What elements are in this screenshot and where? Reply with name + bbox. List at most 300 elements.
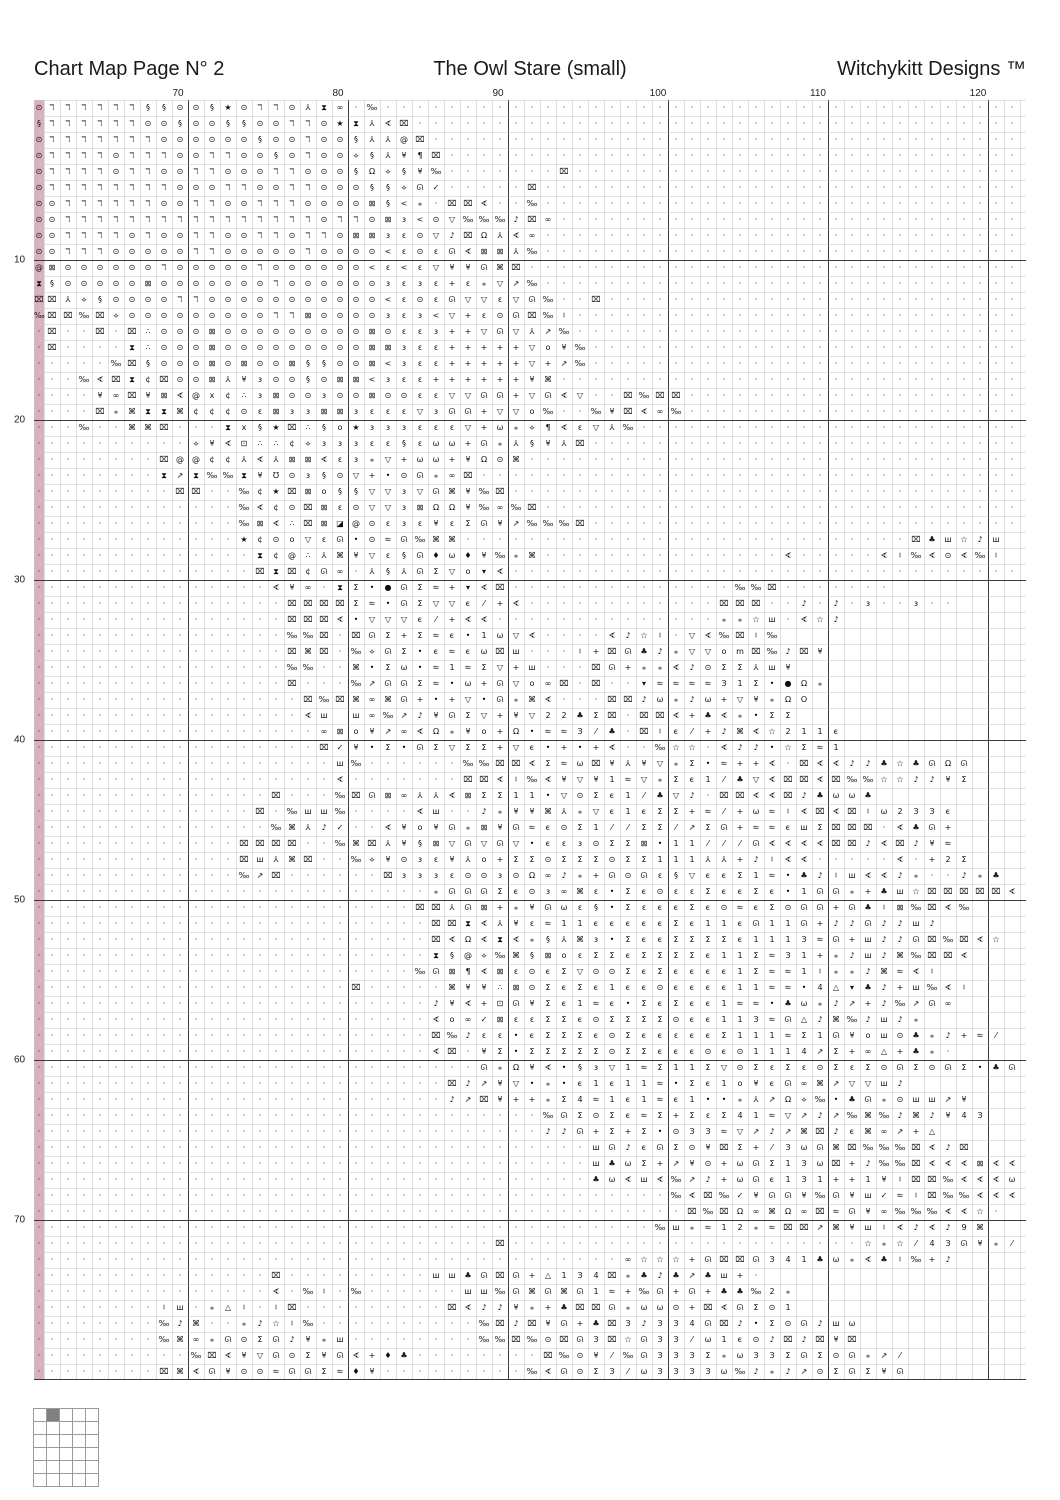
stitch-symbol: · [658,263,662,272]
stitch-symbol: · [162,711,166,720]
stitch-symbol: Σ [577,1111,583,1120]
stitch-symbol: ♪ [945,1031,951,1040]
stitch-symbol: ℸ [81,119,87,128]
stitch-symbol: Σ [657,1111,663,1120]
stitch-symbol: · [594,215,598,224]
stitch-symbol: · [946,263,950,272]
stitch-symbol: · [210,903,214,912]
stitch-symbol: · [114,631,118,640]
stitch-symbol: ɛ [337,503,343,512]
stitch-symbol: ɛ [561,839,567,848]
stitch-symbol: · [546,455,550,464]
stitch-symbol: • [465,631,471,640]
stitch-symbol: · [274,679,278,688]
stitch-symbol: ω [656,695,664,704]
stitch-symbol: · [162,967,166,976]
stitch-symbol: 1 [705,919,711,928]
stitch-symbol: · [194,1239,198,1248]
stitch-symbol: ⟡ [481,951,487,960]
stitch-symbol: ↗ [400,711,408,720]
stitch-symbol: · [226,1047,230,1056]
stitch-symbol: ℸ [65,183,71,192]
stitch-symbol: ‰ [670,1191,682,1200]
stitch-symbol: + [400,455,408,464]
stitch-symbol: · [658,439,662,448]
stitch-symbol: ℸ [337,215,343,224]
stitch-symbol: ⊙ [224,295,232,304]
stitch-symbol: ‰ [670,1175,682,1184]
stitch-symbol: · [130,439,134,448]
stitch-symbol: · [994,423,998,432]
stitch-symbol: ⊙ [304,327,312,336]
stitch-symbol: ⊙ [336,279,344,288]
stitch-symbol: · [1010,247,1014,256]
stitch-symbol: ⁎ [850,1255,854,1264]
stitch-symbol: · [194,1047,198,1056]
stitch-symbol: · [514,151,518,160]
stitch-symbol: ∞ [320,727,328,736]
stitch-symbol: · [114,1127,118,1136]
stitch-symbol: Σ [689,1079,695,1088]
stitch-symbol: · [114,1175,118,1184]
stitch-symbol: · [866,503,870,512]
stitch-symbol: · [50,759,54,768]
stitch-symbol: ш [432,1271,440,1280]
stitch-symbol: · [162,599,166,608]
stitch-symbol: · [1010,375,1014,384]
stitch-symbol: · [562,583,566,592]
stitch-symbol: ⌧ [815,1127,825,1136]
stitch-symbol: · [898,311,902,320]
stitch-symbol: 3 [689,1367,695,1376]
stitch-symbol: · [370,1239,374,1248]
stitch-symbol: ∢ [1008,1159,1016,1168]
stitch-symbol: 4 [593,1271,599,1280]
stitch-symbol: ⊙ [336,199,344,208]
stitch-symbol: ш [864,1223,872,1232]
stitch-symbol: ▽ [368,551,376,560]
stitch-symbol: · [626,567,630,576]
stitch-symbol: · [98,1207,102,1216]
stitch-symbol: · [162,727,166,736]
stitch-symbol: · [882,423,886,432]
stitch-symbol: · [914,439,918,448]
stitch-symbol: ⌧ [719,1207,729,1216]
stitch-symbol: ▽ [480,839,488,848]
stitch-symbol: · [402,983,406,992]
stitch-symbol: · [610,503,614,512]
stitch-symbol: · [82,1271,86,1280]
stitch-symbol: · [66,1287,70,1296]
stitch-symbol: · [114,935,118,944]
stitch-symbol: · [37,1175,41,1184]
stitch-symbol: · [226,1255,230,1264]
stitch-symbol: ⊙ [320,263,328,272]
stitch-symbol: ≈ [736,903,744,912]
stitch-symbol: · [226,615,230,624]
stitch-symbol: · [818,343,822,352]
stitch-symbol: · [114,1031,118,1040]
stitch-symbol: ▽ [448,839,456,848]
stitch-symbol: ⌧ [783,1223,793,1232]
stitch-symbol: · [226,1127,230,1136]
stitch-symbol: · [642,519,646,528]
stitch-symbol: ɜ [865,599,871,608]
stitch-symbol: · [498,135,502,144]
stitch-symbol: · [338,1079,342,1088]
stitch-symbol: · [498,1351,502,1360]
stitch-symbol: ♪ [625,631,631,640]
stitch-symbol: ⊙ [96,279,104,288]
stitch-symbol: ♪ [833,599,839,608]
stitch-symbol: · [594,391,598,400]
stitch-symbol: ♪ [849,919,855,928]
stitch-symbol: ▽ [416,487,424,496]
stitch-symbol: · [754,183,758,192]
stitch-symbol: ⊙ [128,279,136,288]
stitch-symbol: ᘏ [608,1143,616,1152]
stitch-symbol: ⁄ [995,1031,997,1040]
stitch-symbol: ℸ [209,215,215,224]
stitch-symbol: ⁎ [914,871,918,880]
stitch-symbol: · [722,519,726,528]
stitch-symbol: · [834,583,838,592]
stitch-symbol: · [82,807,86,816]
stitch-symbol: ‰ [542,407,554,416]
stitch-symbol: Ω [736,1207,744,1216]
stitch-symbol: 1 [721,951,727,960]
stitch-symbol: Σ [753,679,759,688]
stitch-symbol: 1 [769,935,775,944]
stitch-symbol: · [578,151,582,160]
stitch-symbol: Σ [721,1031,727,1040]
stitch-symbol: ⁎ [578,807,582,816]
stitch-symbol: • [545,743,551,752]
stitch-symbol: · [882,247,886,256]
stitch-symbol: △ [880,1047,888,1056]
stitch-symbol: ⊙ [320,183,328,192]
stitch-symbol: · [594,599,598,608]
stitch-symbol: + [752,1143,760,1152]
stitch-symbol: + [592,871,600,880]
stitch-symbol: · [82,727,86,736]
stitch-symbol: · [578,263,582,272]
stitch-symbol: · [386,983,390,992]
stitch-symbol: ♪ [929,775,935,784]
stitch-symbol: · [370,1287,374,1296]
stitch-symbol: ɛ [481,311,487,320]
stitch-symbol: · [626,167,630,176]
stitch-symbol: ɜ [497,871,503,880]
stitch-symbol: ⊙ [672,1303,680,1312]
stitch-symbol: · [370,1191,374,1200]
stitch-symbol: ω [832,1255,840,1264]
page-cell [59,1408,73,1422]
stitch-symbol: · [66,551,70,560]
stitch-symbol: · [258,679,262,688]
stitch-symbol: · [50,903,54,912]
stitch-symbol: ⌘ [832,1223,840,1232]
stitch-symbol: · [946,295,950,304]
stitch-symbol: Ω [512,727,520,736]
stitch-symbol: · [690,151,694,160]
stitch-symbol: · [370,823,374,832]
stitch-symbol: · [50,679,54,688]
stitch-symbol: · [642,183,646,192]
stitch-symbol: § [450,951,454,960]
stitch-symbol: 1 [769,1047,775,1056]
stitch-symbol: ¥ [465,487,471,496]
stitch-symbol: ‰ [766,631,778,640]
stitch-symbol: · [130,1207,134,1216]
stitch-symbol: ⁄ [707,839,709,848]
stitch-symbol: ⊠ [368,391,376,400]
stitch-symbol: ɛ [257,407,263,416]
stitch-symbol: ⌧ [911,1143,921,1152]
stitch-symbol: · [306,743,310,752]
stitch-symbol: § [210,103,214,112]
stitch-symbol: ⌧ [255,567,265,576]
stitch-symbol: ≈ [464,663,472,672]
stitch-symbol: ℸ [289,167,295,176]
stitch-symbol: + [480,359,488,368]
stitch-symbol: · [402,1047,406,1056]
stitch-symbol: · [530,567,534,576]
stitch-symbol: ⌧ [575,439,585,448]
stitch-symbol: ♣ [912,1031,920,1040]
stitch-symbol: ⊙ [272,359,280,368]
stitch-symbol: ∴ [145,343,151,352]
stitch-symbol: ⌧ [383,871,393,880]
stitch-symbol: ⌧ [495,1239,505,1248]
stitch-symbol: ᘏ [480,1271,488,1280]
stitch-symbol: ℸ [129,119,135,128]
stitch-symbol: ℸ [49,183,55,192]
stitch-symbol: ‰ [526,247,538,256]
stitch-symbol: ɛ [433,391,439,400]
stitch-symbol: · [130,519,134,528]
stitch-symbol: ∢ [752,727,760,736]
stitch-symbol: ω [480,647,488,656]
stitch-symbol: • [785,871,791,880]
stitch-symbol: · [818,359,822,368]
stitch-symbol: · [178,439,182,448]
stitch-symbol: · [82,951,86,960]
stitch-symbol: ⊙ [144,247,152,256]
stitch-symbol: · [978,503,982,512]
stitch-symbol: · [82,679,86,688]
stitch-symbol: · [50,1127,54,1136]
stitch-symbol: · [37,743,41,752]
stitch-symbol: ⁎ [498,1063,502,1072]
stitch-symbol: · [882,327,886,336]
stitch-symbol: · [82,1175,86,1184]
stitch-symbol: · [642,247,646,256]
stitch-symbol: ℸ [113,135,119,144]
stitch-symbol: · [626,471,630,480]
stitch-symbol: + [512,359,520,368]
stitch-symbol: ⊙ [288,1351,296,1360]
stitch-symbol: ♪ [849,759,855,768]
stitch-symbol: · [274,663,278,672]
stitch-symbol: ⌘ [864,1127,872,1136]
stitch-symbol: ¥ [449,263,455,272]
stitch-symbol: · [578,279,582,288]
stitch-symbol: · [978,183,982,192]
stitch-symbol: · [82,903,86,912]
stitch-symbol: · [37,727,41,736]
stitch-symbol: ⌧ [847,839,857,848]
stitch-symbol: · [210,1063,214,1072]
stitch-symbol: · [674,247,678,256]
stitch-symbol: · [802,471,806,480]
stitch-symbol: · [946,1047,950,1056]
stitch-symbol: ☆ [896,759,904,768]
stitch-symbol: ⁎ [514,903,518,912]
stitch-symbol: · [594,327,598,336]
stitch-symbol: · [50,695,54,704]
stitch-symbol: ℸ [241,183,247,192]
stitch-symbol: · [930,295,934,304]
stitch-symbol: + [848,1047,856,1056]
stitch-symbol: · [210,983,214,992]
stitch-symbol: + [736,855,744,864]
stitch-symbol: 1 [689,1063,695,1072]
stitch-symbol: · [578,135,582,144]
stitch-symbol: · [226,759,230,768]
stitch-symbol: ⧗ [193,471,199,480]
stitch-symbol: ⌧ [303,855,313,864]
stitch-symbol: ▽ [512,839,520,848]
stitch-symbol: ♪ [705,1175,711,1184]
stitch-symbol: · [354,1255,358,1264]
stitch-symbol: · [210,791,214,800]
stitch-symbol: + [912,1127,920,1136]
stitch-symbol: · [722,327,726,336]
stitch-symbol: · [306,1031,310,1040]
stitch-symbol: · [514,167,518,176]
stitch-symbol: · [386,1191,390,1200]
stitch-symbol: · [914,375,918,384]
stitch-symbol: · [690,519,694,528]
stitch-symbol: · [562,103,566,112]
stitch-symbol: ⊙ [352,503,360,512]
stitch-symbol: · [290,1191,294,1200]
stitch-symbol: ♪ [913,775,919,784]
stitch-symbol: · [114,551,118,560]
stitch-symbol: · [37,455,41,464]
stitch-symbol: ϵ [705,1079,711,1088]
stitch-symbol: Σ [625,1047,631,1056]
stitch-symbol: · [370,807,374,816]
stitch-symbol: ¥ [609,407,615,416]
stitch-symbol: Σ [737,1143,743,1152]
stitch-symbol: ϵ [673,1095,679,1104]
stitch-symbol: ¥ [945,1111,951,1120]
stitch-symbol: ‰ [238,487,250,496]
stitch-symbol: ϵ [561,999,567,1008]
stitch-symbol: · [514,471,518,480]
stitch-symbol: · [162,567,166,576]
stitch-symbol: · [66,807,70,816]
stitch-symbol: · [770,215,774,224]
stitch-symbol: · [37,439,41,448]
stitch-symbol: · [306,775,310,784]
stitch-symbol: · [242,567,246,576]
stitch-symbol: ⌧ [927,1175,937,1184]
stitch-symbol: · [946,119,950,128]
stitch-symbol: ∢ [992,1159,1000,1168]
stitch-symbol: · [418,1127,422,1136]
stitch-symbol: ‰ [222,471,234,480]
stitch-symbol: · [274,1143,278,1152]
stitch-symbol: ⌧ [927,887,937,896]
stitch-symbol: · [946,471,950,480]
stitch-symbol: · [130,727,134,736]
stitch-symbol: · [578,615,582,624]
stitch-symbol: · [818,455,822,464]
stitch-symbol: ⊙ [320,199,328,208]
stitch-symbol: · [994,247,998,256]
stitch-symbol: · [690,567,694,576]
stitch-symbol: · [386,1367,390,1376]
stitch-symbol: Σ [609,1111,615,1120]
stitch-symbol: · [578,535,582,544]
stitch-symbol: ⊙ [256,247,264,256]
stitch-symbol: · [418,1063,422,1072]
stitch-symbol: · [146,855,150,864]
stitch-symbol: ♪ [881,935,887,944]
stitch-symbol: · [530,167,534,176]
stitch-symbol: ℸ [241,215,247,224]
stitch-symbol: · [690,391,694,400]
stitch-symbol: ⊙ [240,247,248,256]
stitch-symbol: ⌧ [623,695,633,704]
stitch-symbol: ↗ [816,1047,824,1056]
stitch-symbol: · [37,391,41,400]
stitch-symbol: · [162,983,166,992]
stitch-symbol: · [226,1143,230,1152]
stitch-symbol: · [402,1255,406,1264]
stitch-symbol: · [530,535,534,544]
stitch-symbol: · [818,567,822,576]
stitch-symbol: · [338,887,342,896]
stitch-symbol: ш [768,615,776,624]
stitch-symbol: ⁎ [498,439,502,448]
stitch-symbol: ш [464,1287,472,1296]
stitch-symbol: ♪ [865,1015,871,1024]
stitch-symbol: · [786,567,790,576]
stitch-symbol: · [674,1207,678,1216]
stitch-symbol: · [98,1271,102,1280]
stitch-symbol: · [674,263,678,272]
stitch-symbol: · [370,967,374,976]
stitch-symbol: · [82,647,86,656]
stitch-symbol: · [226,727,230,736]
stitch-symbol: ∢ [336,775,344,784]
stitch-symbol: · [1010,311,1014,320]
stitch-symbol: · [994,439,998,448]
stitch-symbol: ‰ [974,551,986,560]
stitch-symbol: · [82,791,86,800]
stitch-symbol: · [722,311,726,320]
stitch-symbol: · [226,807,230,816]
stitch-symbol: ‰ [510,503,522,512]
stitch-symbol: ‰ [878,1111,890,1120]
stitch-symbol: · [658,487,662,496]
stitch-symbol: · [482,183,486,192]
stitch-symbol: • [369,743,375,752]
